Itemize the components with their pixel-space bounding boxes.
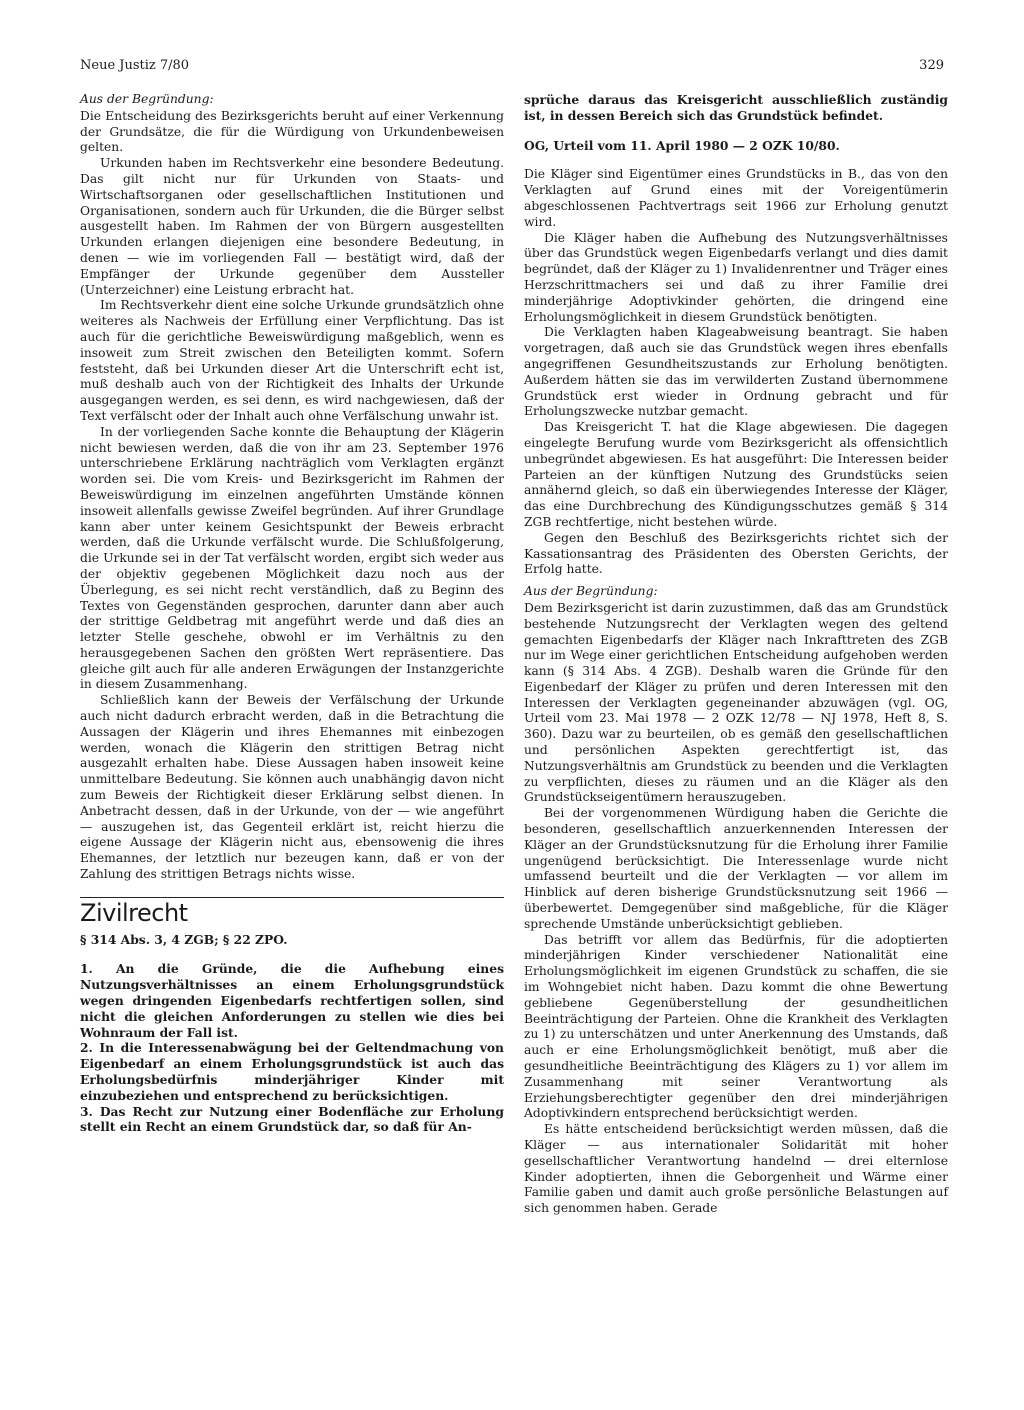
headnote-continuation: sprüche daraus das Kreisgericht ausschließlich zuständig ist, in dessen Bereich sich das Grundstück befindet. [524, 92, 948, 123]
paragraph: Im Rechtsverkehr dient eine solche Urkunde grundsätzlich ohne weiteres als Nachweis der Erfüllung einer Verpflichtung. Das ist auch für die gerichtliche Beweiswürdigung maßgeblich, wenn es insoweit zum Streit zwischen den Beteiligten kommt. Sofern feststeht, daß bei Urkunden dieser Art die Unterschrift echt ist, muß deshalb auch von der Richtigkeit des Inhalts der Urkunde ausgegangen werden, es sei denn, es wird nachgewiesen, daß der Text verfälscht oder der Inhalt auch ohne Verfälschung unwahr ist. [80, 298, 504, 423]
paragraph: Gegen den Beschluß des Bezirksgerichts richtet sich der Kassationsantrag des Präsidenten des Obersten Gerichts, der Erfolg hatte. [524, 530, 948, 577]
journal-issue: Neue Justiz 7/80 [80, 58, 190, 73]
left-column [80, 92, 504, 1135]
paragraph: Das betrifft vor allem das Bedürfnis, für die adoptierten minderjährigen Kinder verschiedener Nationalität eine Erholungsmöglichkeit im eigenen Grundstück zu schaffen, die sie im Wohngebiet nicht haben. Dazu kommt die ohne Bewertung gebliebene Gegenüberstellung der gesundheitlichen Beeinträchtigung der Parteien. Ohne die Krankheit des Verklagten zu 1) zu unterschätzen und unter Anerkennung des Umstands, daß auch er eine Erholungsmöglichkeit benötigt, muß aber die gesundheitliche Beeinträchtigung des Klägers zu 1) vor allem im Zusammenhang mit seiner Verantwortung als Erziehungsberechtigter gegenüber den drei minderjährigen Adoptivkindern entsprechend berücksichtigt werden. [524, 932, 948, 1121]
court-citation: OG, Urteil vom 11. April 1980 — 2 OZK 10/80. [524, 137, 840, 153]
page-number: 329 [919, 58, 944, 73]
right-column [524, 92, 948, 1217]
headnotes [80, 961, 504, 1135]
reasons-label: Aus der Begründung: [524, 584, 658, 599]
statute-reference: § 314 Abs. 3, 4 ZGB; § 22 ZPO. [80, 931, 288, 947]
reasons-label: Aus der Begründung: [80, 92, 214, 106]
section-divider [80, 897, 504, 898]
paragraph: In der vorliegenden Sache konnte die Behauptung der Klägerin nicht bewiesen werden, daß die von ihr am 23. September 1976 unterschriebene Erklärung nachträglich vom Verklagten ergänzt worden sei. Die vom Kreis- und Bezirksgericht im Rahmen der Beweiswürdigung im einzelnen angeführten Umstände können insoweit allenfalls gewisse Zweifel begründen. Auf ihrer Grundlage kann aber unter keinem Gesichtspunkt der Beweis erbracht werden, daß die Urkunde verfälscht wurde. Die Schlußfolgerung, die Urkunde sei in der Tat verfälscht worden, ergibt sich weder aus der objektiv gegebenen Möglichkeit dazu noch aus der Überlegung, es sei nicht recht verständlich, daß zu Beginn des Textes von Gegenständen gesprochen, darunter dann aber auch der strittige Geldbetrag mit angeführt werde und daß dies an letzter Stelle geschehe, obwohl er im Verhältnis zu den herausgegebenen Sachen den größten Wert repräsentiere. Das gleiche gilt auch für alle anderen Erwägungen der Instanzgerichte in diesem Zusammenhang. [80, 424, 504, 692]
headnote: 2. In die Interessenabwägung bei der Geltendmachung von Eigenbedarf an einem Erholungsgrundstück ist auch das Erholungsbedürfnis minderjähriger Kinder mit einzubeziehen und entsprechend zu berücksichtigen. [80, 1040, 504, 1103]
page-header [80, 58, 944, 80]
paragraph: Die Verklagten haben Klageabweisung beantragt. Sie haben vorgetragen, daß auch sie das Grundstück wegen ihres ebenfalls angegriffenen Gesundheitszustands zur Erholung benötigten. Außerdem hätten sie das im verwilderten Zustand übernommene Grundstück erst wieder in Ordnung gebracht und für Erholungszwecke nutzbar gemacht. [524, 325, 948, 419]
paragraph: Die Kläger haben die Aufhebung des Nutzungsverhältnisses über das Grundstück wegen Eigenbedarfs verlangt und dies damit begründet, daß der Kläger zu 1) Invalidenrentner und Träger eines Herzschrittmachers sei und daß zu ihrer Familie drei minderjährige Adoptivkinder gehörten, die dringend eine Erholungsmöglichkeit in diesem Grundstück benötigten. [524, 230, 948, 324]
paragraph: Urkunden haben im Rechtsverkehr eine besondere Bedeutung. Das gilt nicht nur für Urkunden von Staats- und Wirtschaftsorganen oder gesellschaftlichen Institutionen und Organisationen, sondern auch für Urkunden, die die Bürger selbst ausgestellt haben. Im Rahmen der von Bürgern ausgestellten Urkunden erlangen diejenigen eine besondere Bedeutung, in denen — wie im vorliegenden Fall — bestätigt wird, daß der Empfänger der Urkunde gegenüber dem Aussteller (Unterzeichner) eine Leistung erbracht hat. [80, 156, 504, 297]
paragraph: Es hätte entscheidend berücksichtigt werden müssen, daß die Kläger — aus internationaler Solidarität mit hoher gesellschaftlicher Verantwortung handelnd — drei elternlose Kinder adoptierten, ihnen die Geborgenheit und Wärme einer Familie gaben und damit auch große persönliche Belastungen auf sich genommen haben. Gerade [524, 1122, 948, 1216]
section-heading: Zivilrecht [80, 898, 188, 927]
paragraph: Die Kläger sind Eigentümer eines Grundstücks in B., das von den Verklagten auf Grund eines mit der Voreigentümerin abgeschlossenen Pachtvertrags seit 1966 zur Erholung genutzt wird. [524, 167, 948, 229]
paragraph: Dem Bezirksgericht ist darin zuzustimmen, daß das am Grundstück bestehende Nutzungsrecht der Verklagten wegen des geltend gemachten Eigenbedarfs der Kläger nach Inkrafttreten des ZGB nur im Wege einer gerichtlichen Entscheidung aufgehoben werden kann (§ 314 Abs. 4 ZGB). Deshalb waren die Gründe für den Eigenbedarf der Kläger zu prüfen und deren Interessen mit den Interessen der Verklagten gegeneinander abzuwägen (vgl. OG, Urteil vom 23. Mai 1978 — 2 OZK 12/78 — NJ 1978, Heft 8, S. 360). Dazu war zu beurteilen, ob es gemäß den gesellschaftlichen und persönlichen Aspekten gerechtfertigt ist, das Nutzungsverhältnis am Grundstück zu beenden und die Verklagten zu verpflichten, dieses zu räumen und an die Kläger als den Grundstückseigentümern herauszugeben. [524, 600, 948, 805]
paragraph: Das Kreisgericht T. hat die Klage abgewiesen. Die dagegen eingelegte Berufung wurde vom Bezirksgericht als offensichtlich unbegründet abgewiesen. Es hat ausgeführt: Die Interessen beider Parteien an der künftigen Nutzung des Grundstücks seien annähernd gleich, so daß ein überwiegendes Interesse der Kläger, das eine Durchbrechung des Kündigungsschutzes gemäß § 314 ZGB rechtfertige, nicht bestehen würde. [524, 420, 948, 529]
headnote: 3. Das Recht zur Nutzung einer Bodenfläche zur Erholung stellt ein Recht an einem Grundstück dar, so daß für An- [80, 1103, 504, 1135]
headnote: 1. An die Gründe, die die Aufhebung eines Nutzungsverhältnisses an einem Erholungsgrundstück wegen dringenden Eigenbedarfs rechtfertigen sollen, sind nicht die gleichen Anforderungen zu stellen wie dies bei Wohnraum der Fall ist. [80, 961, 504, 1040]
paragraph: Die Entscheidung des Bezirksgerichts beruht auf einer Verkennung der Grundsätze, die für die Würdigung von Urkundenbeweisen gelten. [80, 108, 504, 155]
paragraph: Bei der vorgenommenen Würdigung haben die Gerichte die besonderen, gesellschaftlich anzuerkennenden Interessen der Kläger an der Grundstücksnutzung für die Erholung ihrer Familie ungenügend berücksichtigt. Die Interessenlage wurde nicht umfassend beurteilt und die der Verklagten — vor allem im Hinblick auf deren bisherige Grundstücksnutzung seit 1966 — überbewertet. Demgegenüber sind maßgebliche, für die Kläger sprechende Umstände unberücksichtigt geblieben. [524, 806, 948, 931]
paragraph: Schließlich kann der Beweis der Verfälschung der Urkunde auch nicht dadurch erbracht werden, daß in die Betrachtung die Aussagen der Klägerin und ihres Ehemannes mit einbezogen werden, wonach die Klägerin den strittigen Betrag nicht ausgezahlt erhalten habe. Diese Aussagen haben insoweit keine unmittelbare Bedeutung. Sie können auch unabhängig davon nicht zum Beweis der Richtigkeit dieser Erklärung selbst dienen. In Anbetracht dessen, daß in der Urkunde, von der — wie angeführt — auszugehen ist, das Gegenteil erklärt ist, reicht hierzu die eigene Aussage der Klägerin nicht aus, ebensowenig die ihres Ehemannes, der letztlich nur bezeugen kann, daß er von der Zahlung des strittigen Betrags nichts wisse. [80, 693, 504, 882]
